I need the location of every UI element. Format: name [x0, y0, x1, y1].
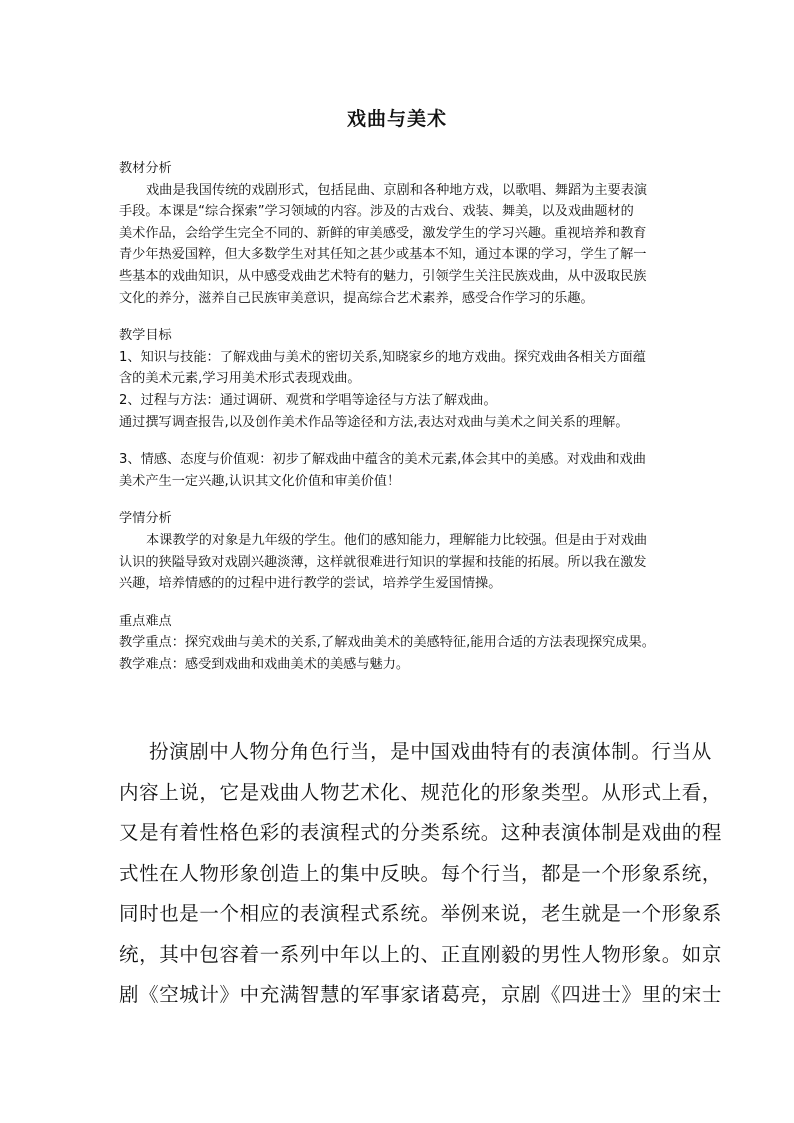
paragraph-line: 2、过程与方法：通过调研、观赏和学唱等途径与方法了解戏曲。: [119, 392, 497, 408]
passage-line: 又是有着性格色彩的表演程式的分类系统。这种表演体制是戏曲的程: [119, 821, 723, 844]
passage-line: 扮演剧中人物分角色行当，是中国戏曲特有的表演体制。行当从: [149, 740, 712, 763]
paragraph-line: 含的美术元素,学习用美术形式表现戏曲。: [119, 371, 361, 387]
section-heading-material: 教材分析: [119, 161, 172, 176]
passage-line: 同时也是一个相应的表演程式系统。举例来说，老生就是一个形象系: [119, 902, 723, 925]
paragraph-line: 些基本的戏曲知识，从中感受戏曲艺术特有的魅力，引领学生关注民族戏曲，从中汲取民族: [119, 268, 647, 284]
paragraph-line: 通过撰写调查报告,以及创作美术作品等途径和方法,表达对戏曲与美术之间关系的理解。: [119, 414, 629, 430]
lesson-plan-body: [119, 158, 689, 675]
section-heading-keypoints: 重点难点: [119, 613, 172, 629]
spacer: [119, 595, 689, 611]
paragraph-line: 戏曲是我国传统的戏剧形式，包括昆曲、京剧和各种地方戏，以歌唱、舞蹈为主要表演: [146, 182, 648, 198]
section-heading-goals: 教学目标: [119, 328, 172, 344]
spacer: [119, 492, 689, 508]
page-title: 戏曲与美术: [346, 108, 447, 130]
passage-line: 式性在人物形象创造上的集中反映。每个行当，都是一个形象系统，: [119, 861, 723, 885]
paragraph-line: 教学重点：探究戏曲与美术的关系,了解戏曲美术的美感特征,能用合适的方法表现探究成果。: [119, 635, 655, 651]
paragraph-line: 美术产生一定兴趣,认识其文化价值和审美价值！: [119, 473, 401, 489]
paragraph-line: 文化的养分，滋养自己民族审美意识，提高综合艺术素养，感受合作学习的乐趣。: [119, 290, 594, 306]
passage-line: 统，其中包容着一系列中年以上的、正直刚毅的男性人物形象。如京: [119, 942, 723, 966]
spacer: [119, 433, 689, 449]
paragraph-line: 兴趣，培养情感的的过程中进行教学的尝试，培养学生爱国情操。: [119, 576, 502, 592]
paragraph-line: 本课教学的对象是九年级的学生。他们的感知能力，理解能力比较强。但是由于对戏曲: [146, 532, 648, 548]
paragraph-line: 手段。本课是“综合探索”学习领域的内容。涉及的古戏台、戏装、舞美，以及戏曲题材的: [119, 204, 634, 220]
paragraph-line: 认识的狭隘导致对戏剧兴趣淡薄，这样就很难进行知识的掌握和技能的拓展。所以我在激发: [119, 554, 647, 570]
paragraph-line: 教学难点：感受到戏曲和戏曲美术的美感与魅力。: [119, 656, 410, 672]
section-heading-students: 学情分析: [119, 511, 172, 527]
passage-body: [119, 732, 723, 1016]
paragraph-line: 青少年热爱国粹，但大多数学生对其任知之甚少或基本不知，通过本课的学习，学生了解一: [119, 247, 647, 263]
paragraph-line: 3、情感、态度与价值观：初步了解戏曲中蕴含的美术元素,体会其中的美感。对戏曲和戏曲: [119, 452, 646, 468]
spacer: [119, 309, 689, 325]
passage-line: 剧《空城计》中充满智慧的军事家诸葛亮，京剧《四进士》里的宋士: [119, 983, 723, 1006]
paragraph-line: 美术作品，会给学生完全不同的、新鲜的审美感受，激发学生的学习兴趣。重视培养和教育: [119, 225, 647, 241]
paragraph-line: 1、知识与技能：了解戏曲与美术的密切关系,知晓家乡的地方戏曲。探究戏曲各相关方面蕴: [119, 349, 646, 365]
passage-line: 内容上说，它是戏曲人物艺术化、规范化的形象类型。从形式上看，: [119, 780, 723, 804]
